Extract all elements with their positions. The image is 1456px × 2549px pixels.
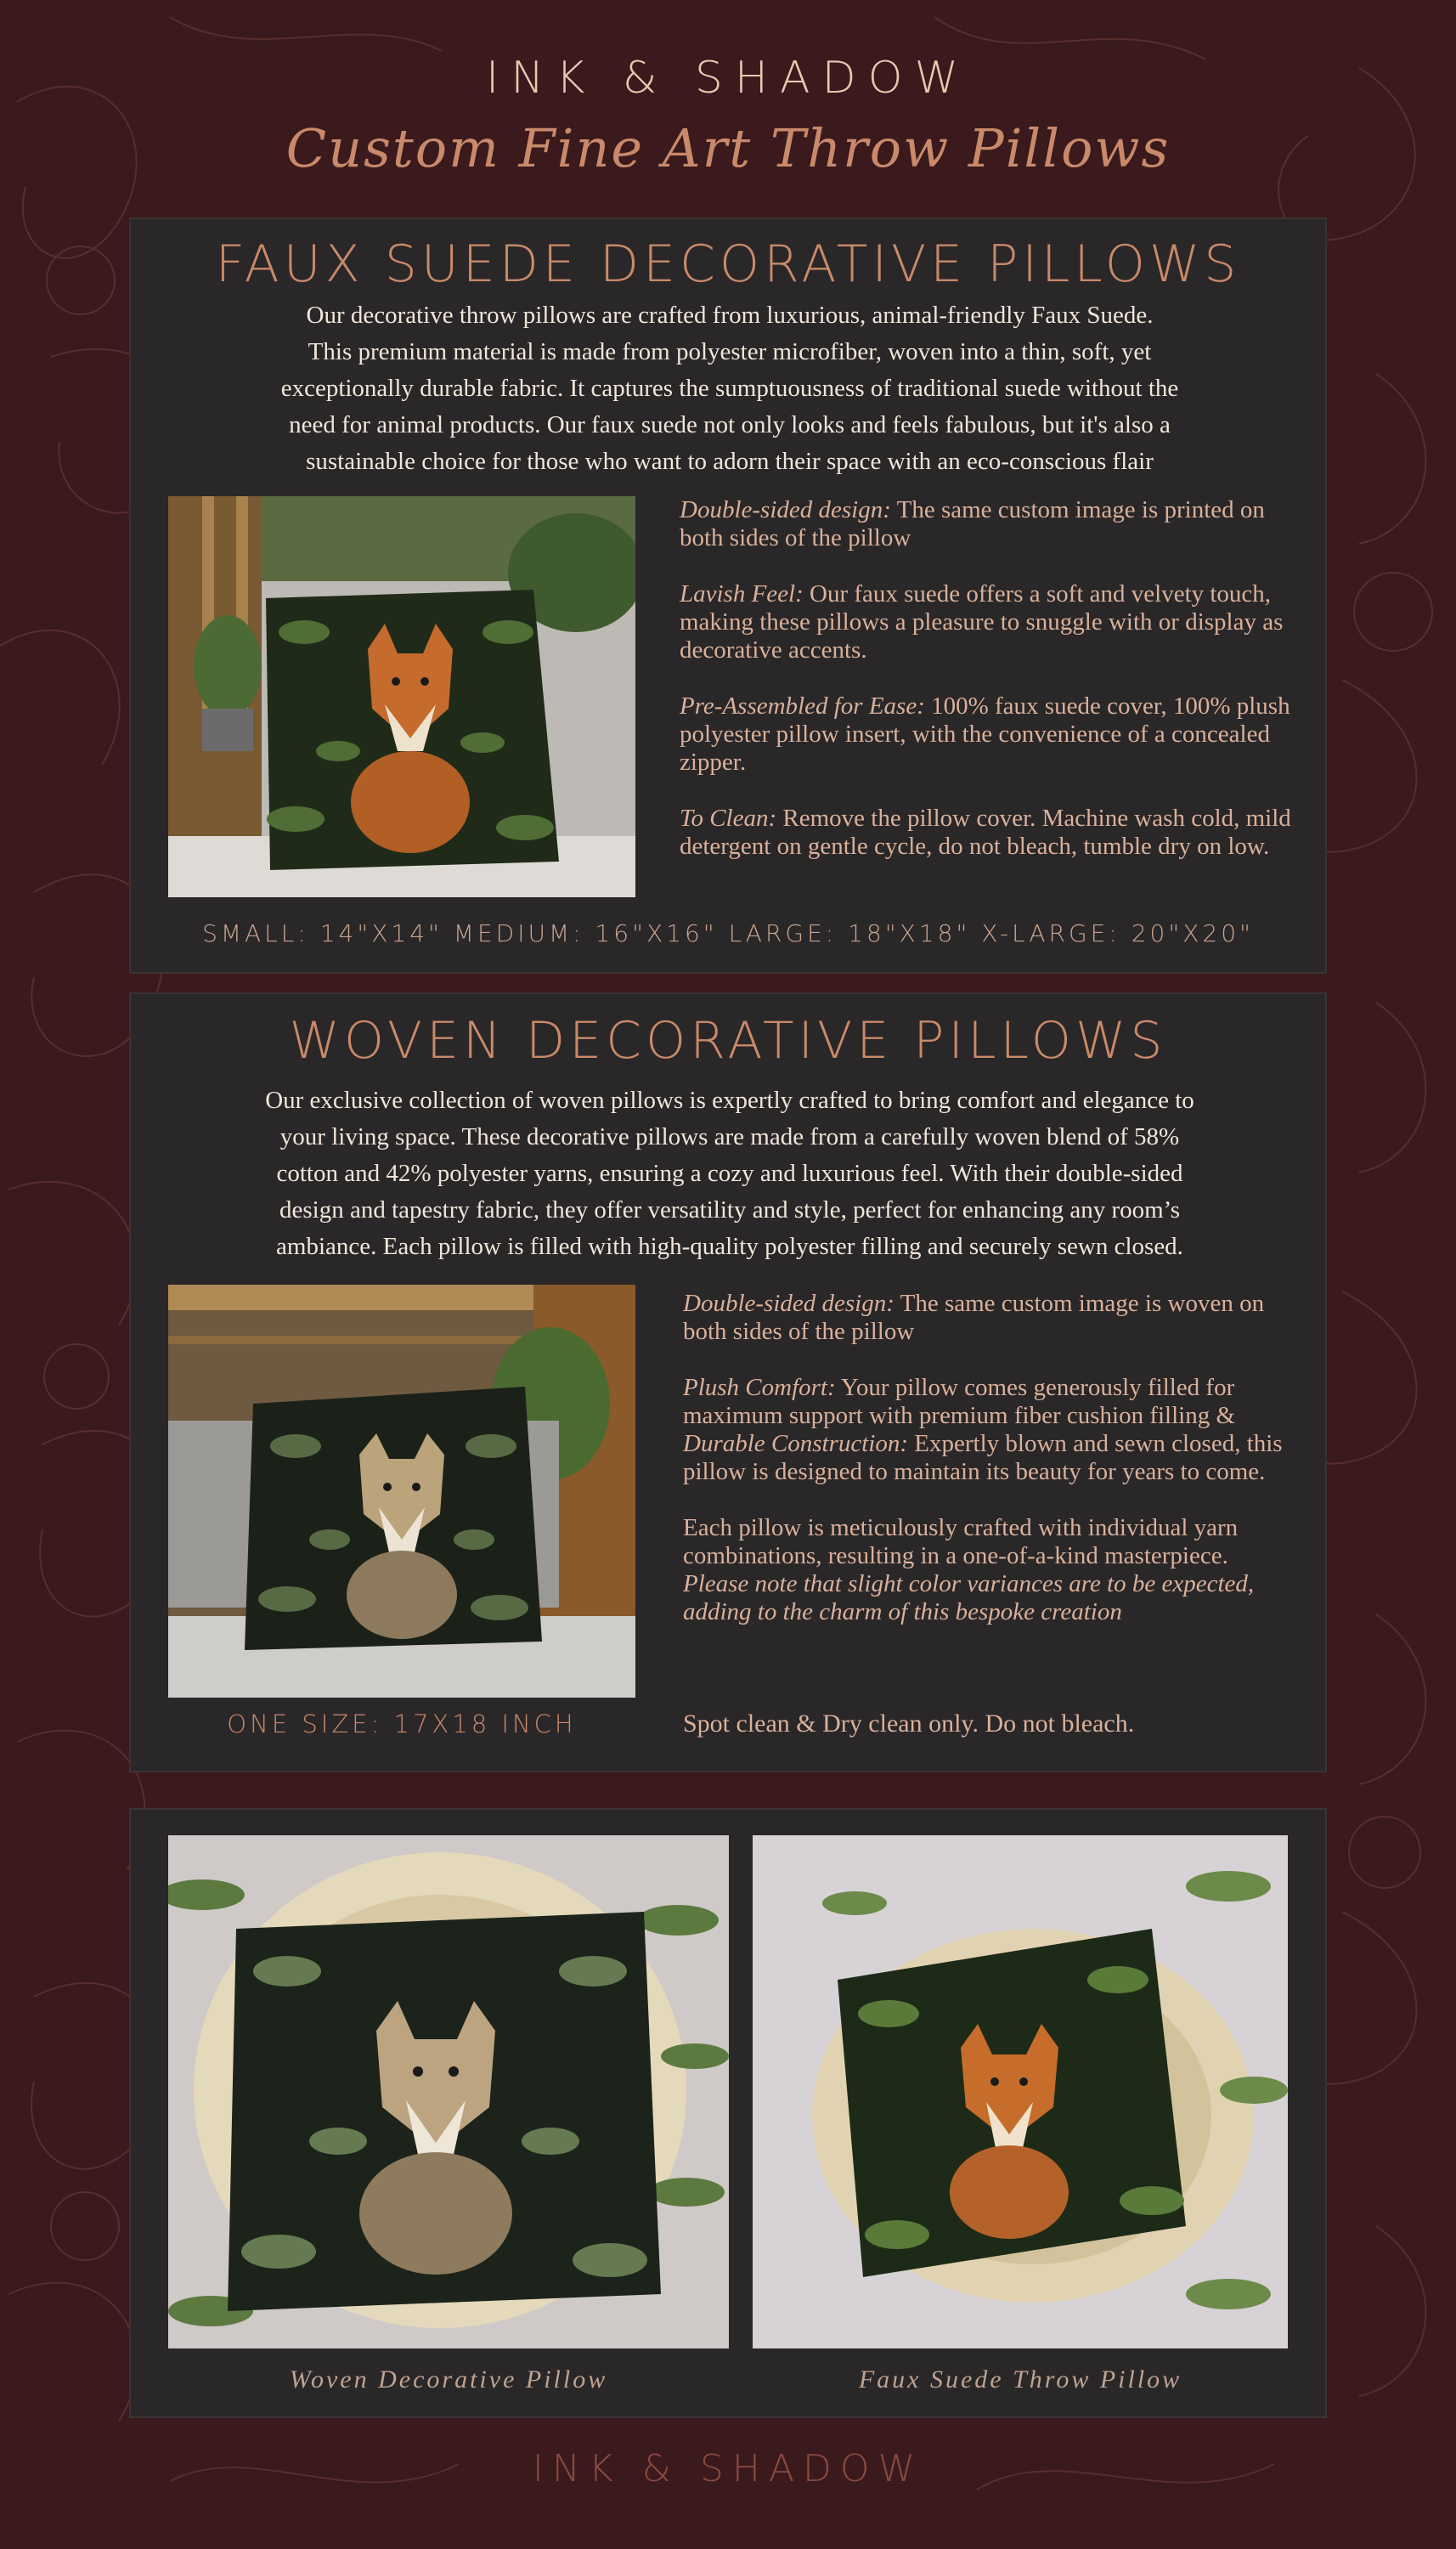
intro-line: cotton and 42% polyester yarns, ensuring a cozy and luxurious feel. With their double-sided [276, 1160, 1183, 1187]
intro-line: design and tapestry fabric, they offer versatility and style, perfect for enhancing any room’s [279, 1196, 1180, 1224]
woven-pillow-photo [168, 1285, 635, 1698]
footer-brand: INK & SHADOW [532, 2447, 924, 2490]
woven-panel [129, 992, 1327, 1772]
faux-suede-intro [182, 297, 1278, 480]
intro-line: ambiance. Each pillow is filled with high-quality polyester filling and securely sewn closed. [276, 1233, 1183, 1260]
feature-double-sided: Double-sided design: The same custom image is woven on both sides of the pillow [683, 1290, 1265, 1345]
caption-woven: Woven Decorative Pillow [289, 2365, 608, 2394]
feature-lavish-feel: Lavish Feel: Our faux suede offers a soft and velvety touch, making these pillows a pleasure to snuggle with or display as decorative accents. [680, 580, 1284, 664]
intro-line: This premium material is made from polyester microfiber, woven into a thin, soft, yet [308, 338, 1152, 365]
faux-suede-panel [129, 218, 1327, 974]
intro-line: need for animal products. Our faux suede not only looks and feels fabulous, but it's also a [289, 411, 1171, 438]
brand-title: INK & SHADOW [485, 53, 970, 104]
feature-crafted: Each pillow is meticulously crafted with individual yarn combinations, resulting in a one-of-a-kind masterpiece. Please note that slight color variances are to be expected, adding to the charm of this bespoke creation [683, 1514, 1255, 1625]
feature-plush-comfort: Plush Comfort: Your pillow comes generously filled for maximum support with premium fiber cushion filling & Durable Construction: Expertly blown and sewn closed, this pillow is designed to maintain its beauty for years to come. [683, 1374, 1283, 1485]
faux-suede-gallery-photo [753, 1835, 1288, 2348]
caption-faux-suede: Faux Suede Throw Pillow [858, 2365, 1182, 2394]
woven-features [683, 1290, 1295, 1654]
woven-gallery-photo [168, 1835, 729, 2348]
faux-suede-title: FAUX SUEDE DECORATIVE PILLOWS [215, 235, 1241, 294]
faux-suede-sizes: SMALL: 14"X14" MEDIUM: 16"X16" LARGE: 18"X18" X-LARGE: 20"X20" [202, 919, 1254, 947]
faux-suede-pillow-photo [168, 496, 635, 897]
faux-suede-features [680, 496, 1291, 889]
intro-line: exceptionally durable fabric. It captures the sumptuousness of traditional suede without the [280, 375, 1179, 402]
intro-line: Our decorative throw pillows are crafted from luxurious, animal-friendly Faux Suede. [306, 302, 1154, 329]
woven-care: Spot clean & Dry clean only. Do not bleach. [683, 1710, 1135, 1738]
gallery-panel [129, 1808, 1327, 2418]
intro-line: Our exclusive collection of woven pillows is expertly crafted to bring comfort and elegance to [265, 1087, 1194, 1114]
intro-line: your living space. These decorative pillows are made from a carefully woven blend of 58% [279, 1123, 1180, 1150]
woven-title: WOVEN DECORATIVE PILLOWS [289, 1011, 1167, 1071]
feature-pre-assembled: Pre-Assembled for Ease: 100% faux suede cover, 100% plush polyester pillow insert, with the convenience of a concealed zipper. [680, 692, 1290, 776]
brand-subtitle: Custom Fine Art Throw Pillows [285, 117, 1171, 179]
intro-line: sustainable choice for those who want to adorn their space with an eco-conscious flair [306, 448, 1154, 475]
woven-size: ONE SIZE: 17X18 INCH [227, 1710, 577, 1738]
feature-double-sided: Double-sided design: The same custom image is printed on both sides of the pillow [680, 496, 1265, 551]
feature-to-clean: To Clean: Remove the pillow cover. Machine wash cold, mild detergent on gentle cycle, do not bleach, tumble dry on low. [680, 805, 1291, 860]
woven-intro [182, 1082, 1278, 1265]
